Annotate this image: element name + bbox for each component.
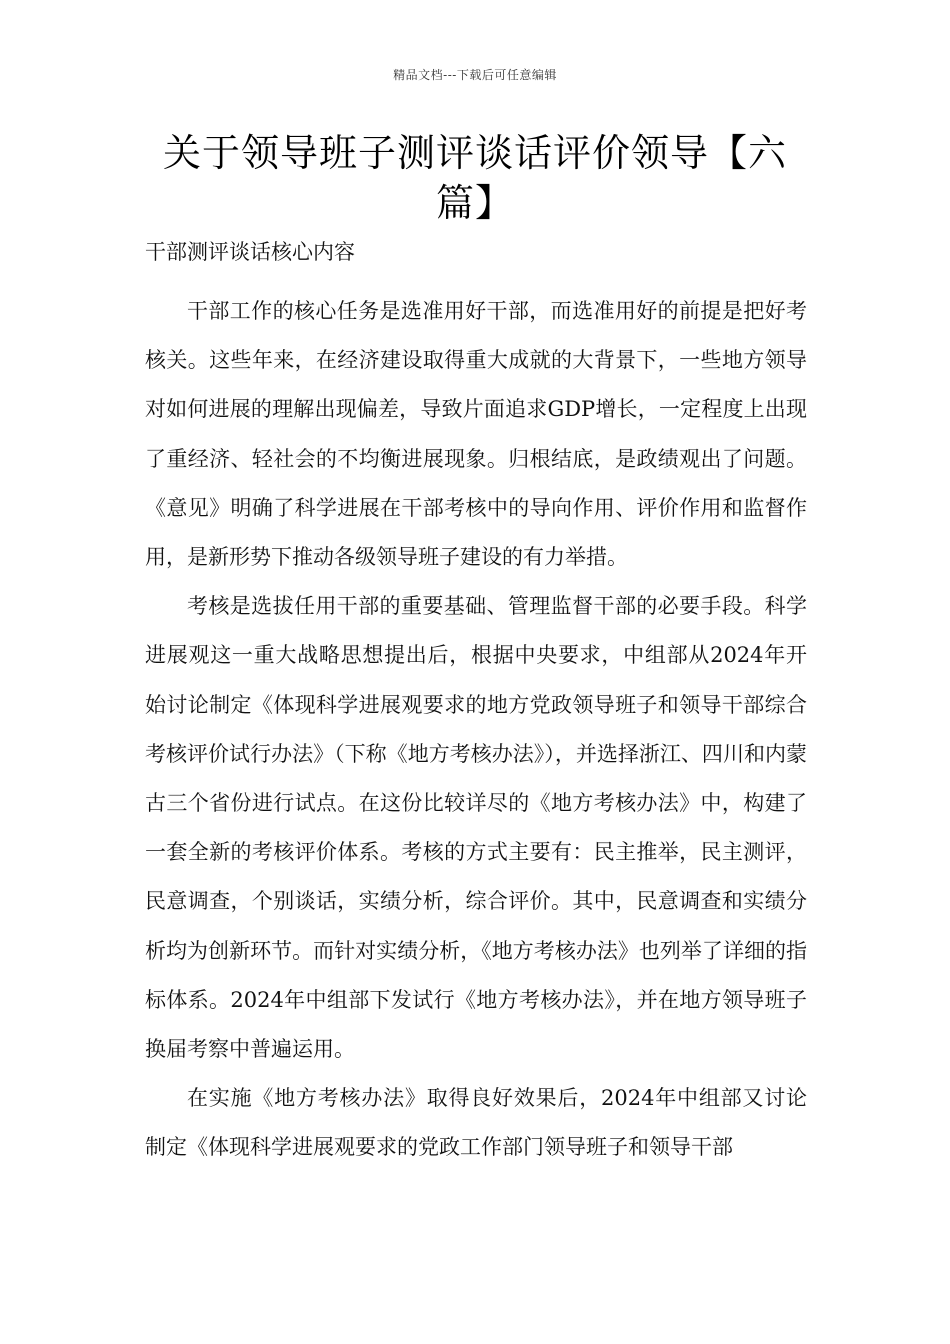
- header-note: 精品文档---下载后可任意编辑: [393, 68, 557, 82]
- document-title: 关于领导班子测评谈话评价领导【六篇】: [162, 131, 787, 225]
- paragraph: 在实施《地方考核办法》取得良好效果后，2024年中组部又讨论制定《体现科学进展观要求的党政工作部门领导班子和领导干部: [145, 1086, 807, 1160]
- paragraph: 干部工作的核心任务是选准用好干部，而选准用好的前提是把好考核关。这些年来，在经济建设取得重大成就的大背景下，一些地方领导对如何进展的理解出现偏差，导致片面追求GDP增长，一定程度上出现了重经济、轻社会的不均衡进展现象。归根结底，是政绩观出了问题。《意见》明确了科学进展在干部考核中的导向作用、评价作用和监督作用，是新形势下推动各级领导班子建设的有力举措。: [145, 299, 807, 570]
- paragraph: 考核是选拔任用干部的重要基础、管理监督干部的必要手段。科学进展观这一重大战略思想提出后，根据中央要求，中组部从2024年开始讨论制定《体现科学进展观要求的地方党政领导班子和领导干部综合考核评价试行办法》（下称《地方考核办法》），并选择浙江、四川和内蒙古三个省份进行试点。在这份比较详尽的《地方考核办法》中，构建了一套全新的考核评价体系。考核的方式主要有：民主推举，民主测评，民意调查，个别谈话，实绩分析，综合评价。其中，民意调查和实绩分析均为创新环节。而针对实绩分析，《地方考核办法》也列举了详细的指标体系。2024年中组部下发试行《地方考核办法》，并在地方领导班子换届考察中普遍运用。: [145, 594, 807, 1062]
- document-body: [145, 236, 807, 1173]
- section-heading: 干部测评谈话核心内容: [145, 240, 355, 264]
